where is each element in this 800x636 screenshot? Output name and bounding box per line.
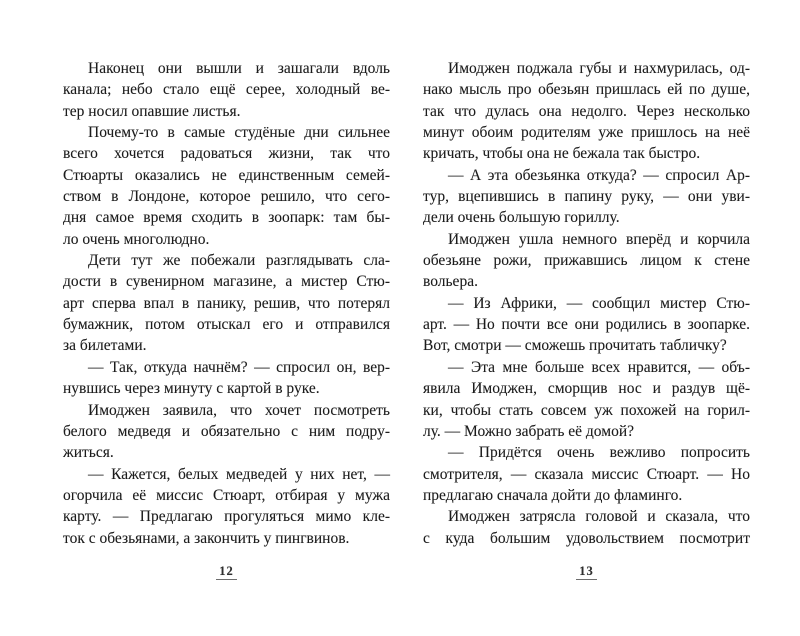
text-line: карту. — Предлагаю прогуляться мимо кле- bbox=[63, 508, 390, 526]
text-line: канала; небо стало ещё серее, холодный ве- bbox=[63, 81, 390, 99]
text-line: — Из Африки, — сообщил мистер Стю- bbox=[448, 294, 750, 312]
text-line: ки, чтобы стать совсем уж похожей на горил- bbox=[423, 401, 750, 419]
text-line: Имоджен затрясла головой и сказала, что bbox=[448, 508, 750, 526]
text-line: — А эта обезьянка откуда? — спросил Ар- bbox=[448, 166, 750, 184]
text-line: арт сперва впал в панику, решив, что потерял bbox=[63, 294, 390, 312]
text-line: Почему-то в самые студёные дни сильнее bbox=[88, 124, 390, 142]
page-number-left bbox=[63, 563, 390, 580]
text-line: — Кажется, белых медведей у них нет, — bbox=[88, 465, 390, 483]
text-line: Вот, смотри — сможешь прочитать табличку? bbox=[423, 337, 727, 355]
page-right-text bbox=[423, 58, 750, 549]
text-line: лу. — Можно забрать её домой? bbox=[423, 422, 634, 440]
text-line: Наконец они вышли и зашагали вдоль bbox=[88, 60, 390, 77]
text-line: за билетами. bbox=[63, 337, 147, 355]
text-line: Имоджен заявила, что хочет посмотреть bbox=[88, 401, 390, 419]
text-line: обезьяне рожи, прижавшись лицом к стене bbox=[423, 252, 750, 270]
text-line: дня самое время сходить в зоопарк: там бы- bbox=[63, 209, 390, 227]
page-left-text bbox=[63, 58, 390, 549]
text-line: Имоджен поджала губы и нахмурилась, од- bbox=[448, 60, 750, 77]
page-number-left-value: 12 bbox=[216, 563, 237, 580]
text-line: — Так, откуда начнём? — спросил он, вер- bbox=[88, 358, 390, 376]
text-line: Дети тут же побежали разглядывать сла- bbox=[88, 252, 390, 270]
text-line: так что дулась она недолго. Через несколько bbox=[423, 102, 750, 120]
text-line: Стюарты оказались не единственным семей- bbox=[63, 166, 390, 184]
text-line: Имоджен ушла немного вперёд и корчила bbox=[448, 230, 750, 248]
text-line: тур, вцепившись в папину руку, — они уви- bbox=[423, 188, 750, 206]
text-line: смотрителя, — сказала миссис Стюарт. — Но bbox=[423, 465, 750, 483]
text-line: житься. bbox=[63, 444, 114, 462]
text-line: ло очень многолюдно. bbox=[63, 230, 210, 248]
text-line: кричать, чтобы она не бежала так быстро. bbox=[423, 145, 701, 163]
page-number-right bbox=[423, 563, 750, 580]
text-line: дости в сувенирном магазине, а мистер Стю- bbox=[63, 273, 390, 291]
text-line: минут обоим родителям уже пришлось на неё bbox=[423, 124, 750, 142]
text-line: нувшись через минуту с картой в руке. bbox=[63, 380, 320, 398]
text-line: белого медведя и обязательно с ним подру- bbox=[63, 422, 390, 440]
text-line: нако мысль про обезьян пришлась ей по душе, bbox=[423, 81, 750, 99]
text-line: — Придётся очень вежливо попросить bbox=[448, 444, 750, 462]
text-line: дели очень большую гориллу. bbox=[423, 209, 620, 227]
text-line: явила Имоджен, сморщив нос и раздув щё- bbox=[423, 380, 750, 398]
text-line: с куда большим удовольствием посмотрит bbox=[423, 529, 750, 547]
text-line: арт. — Но почти все они родились в зоопарке. bbox=[423, 316, 750, 334]
text-line: вольера. bbox=[423, 273, 478, 291]
text-line: тер носил опавшие листья. bbox=[63, 102, 241, 120]
text-line: бумажник, потом отыскал его и отправился bbox=[63, 316, 390, 334]
text-line: предлагаю сначала дойти до фламинго. bbox=[423, 486, 683, 504]
text-line: всего хочется радоваться жизни, так что bbox=[63, 145, 390, 163]
page-number-right-value: 13 bbox=[576, 563, 597, 580]
text-line: ток с обезьянами, а закончить у пингвинов. bbox=[63, 529, 350, 547]
text-line: огорчила её миссис Стюарт, отбирая у мужа bbox=[63, 486, 390, 504]
text-line: — Эта мне больше всех нравится, — объ- bbox=[448, 358, 750, 376]
text-line: ством в Лондоне, которое решило, что сего- bbox=[63, 188, 390, 206]
